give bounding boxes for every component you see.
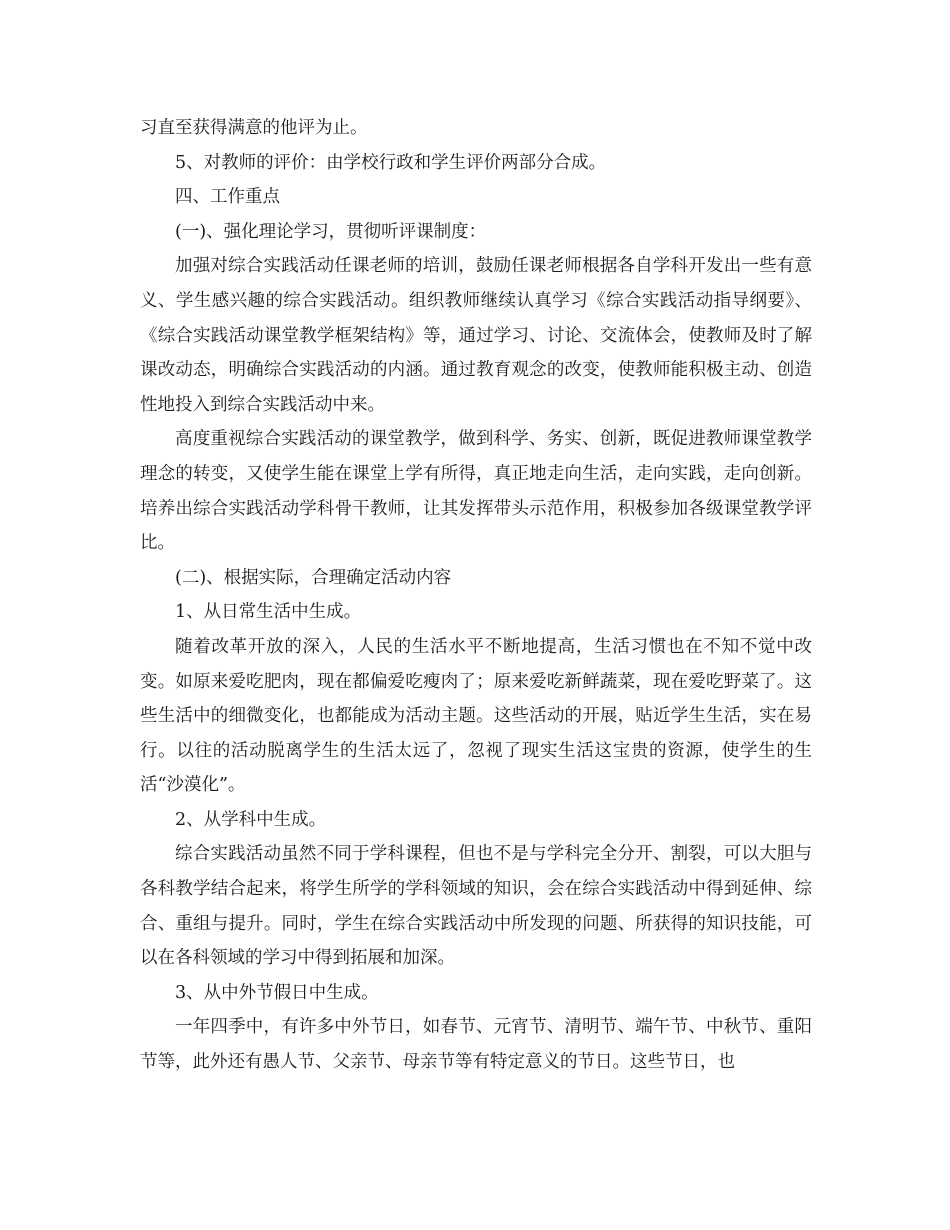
paragraph-0: 习直至获得满意的他评为止。 [140,118,368,138]
paragraph-5: 高度重视综合实践活动的课堂教学，做到科学、务实、创新，既促进教师课堂教学理念的转变，又使学生能在课堂上学有所得，真正地走向生活，走向实践，走向创新。培养出综合实践活动学科骨干教师，让其发挥带头示范作用，积极参加各级课堂教学评比。 [140,429,812,554]
paragraph-10: 综合实践活动虽然不同于学科课程，但也不是与学科完全分开、割裂，可以大胆与各科教学结合起来，将学生所学的学科领域的知识，会在综合实践活动中得到延伸、综合、重组与提升。同时，学生在综合实践活动中所发现的问题、所获得的知识技能，可以在各科领域的学习中得到拓展和加深。 [140,844,812,969]
paragraph-8: 随着改革开放的深入，人民的生活水平不断地提高，生活习惯也在不知不觉中改变。如原来爱吃肥肉，现在都偏爱吃瘦肉了；原来爱吃新鲜蔬菜，现在爱吃野菜了。这些生活中的细微变化，也都能成为活动主题。这些活动的开展，贴近学生生活，实在易行。以往的活动脱离学生的生活太远了，忽视了现实生活这宝贵的资源，使学生的生活“沙漠化”。 [140,636,812,796]
item-heading-holidays: 3、从中外节假日中生成。 [175,982,379,1003]
item-heading-subjects: 2、从学科中生成。 [175,809,327,830]
item-heading-daily-life: 1、从日常生活中生成。 [175,602,362,623]
section-heading-work-focus: 四、工作重点 [175,187,280,208]
document-body [140,111,812,1080]
paragraph-12: 一年四季中，有许多中外节日，如春节、元宵节、清明节、端午节、中秋节、重阳节等，此外还有愚人节、父亲节、母亲节等有特定意义的节日。这些节日，也 [140,1017,812,1073]
subheading-theory-study: (一)、强化理论学习，贯彻听评课制度： [175,221,487,242]
paragraph-1: 5、对教师的评价：由学校行政和学生评价两部分合成。 [175,152,607,173]
paragraph-4: 加强对综合实践活动任课老师的培训，鼓励任课老师根据各自学科开发出一些有意义、学生感兴趣的综合实践活动。组织教师继续认真学习《综合实践活动指导纲要》、《综合实践活动课堂教学框架结构》等，通过学习、讨论、交流体会，使教师及时了解课改动态，明确综合实践活动的内涵。通过教育观念的改变，使教师能积极主动、创造性地投入到综合实践活动中来。 [140,256,812,415]
subheading-activity-content: (二)、根据实际，合理确定活动内容 [175,567,452,588]
